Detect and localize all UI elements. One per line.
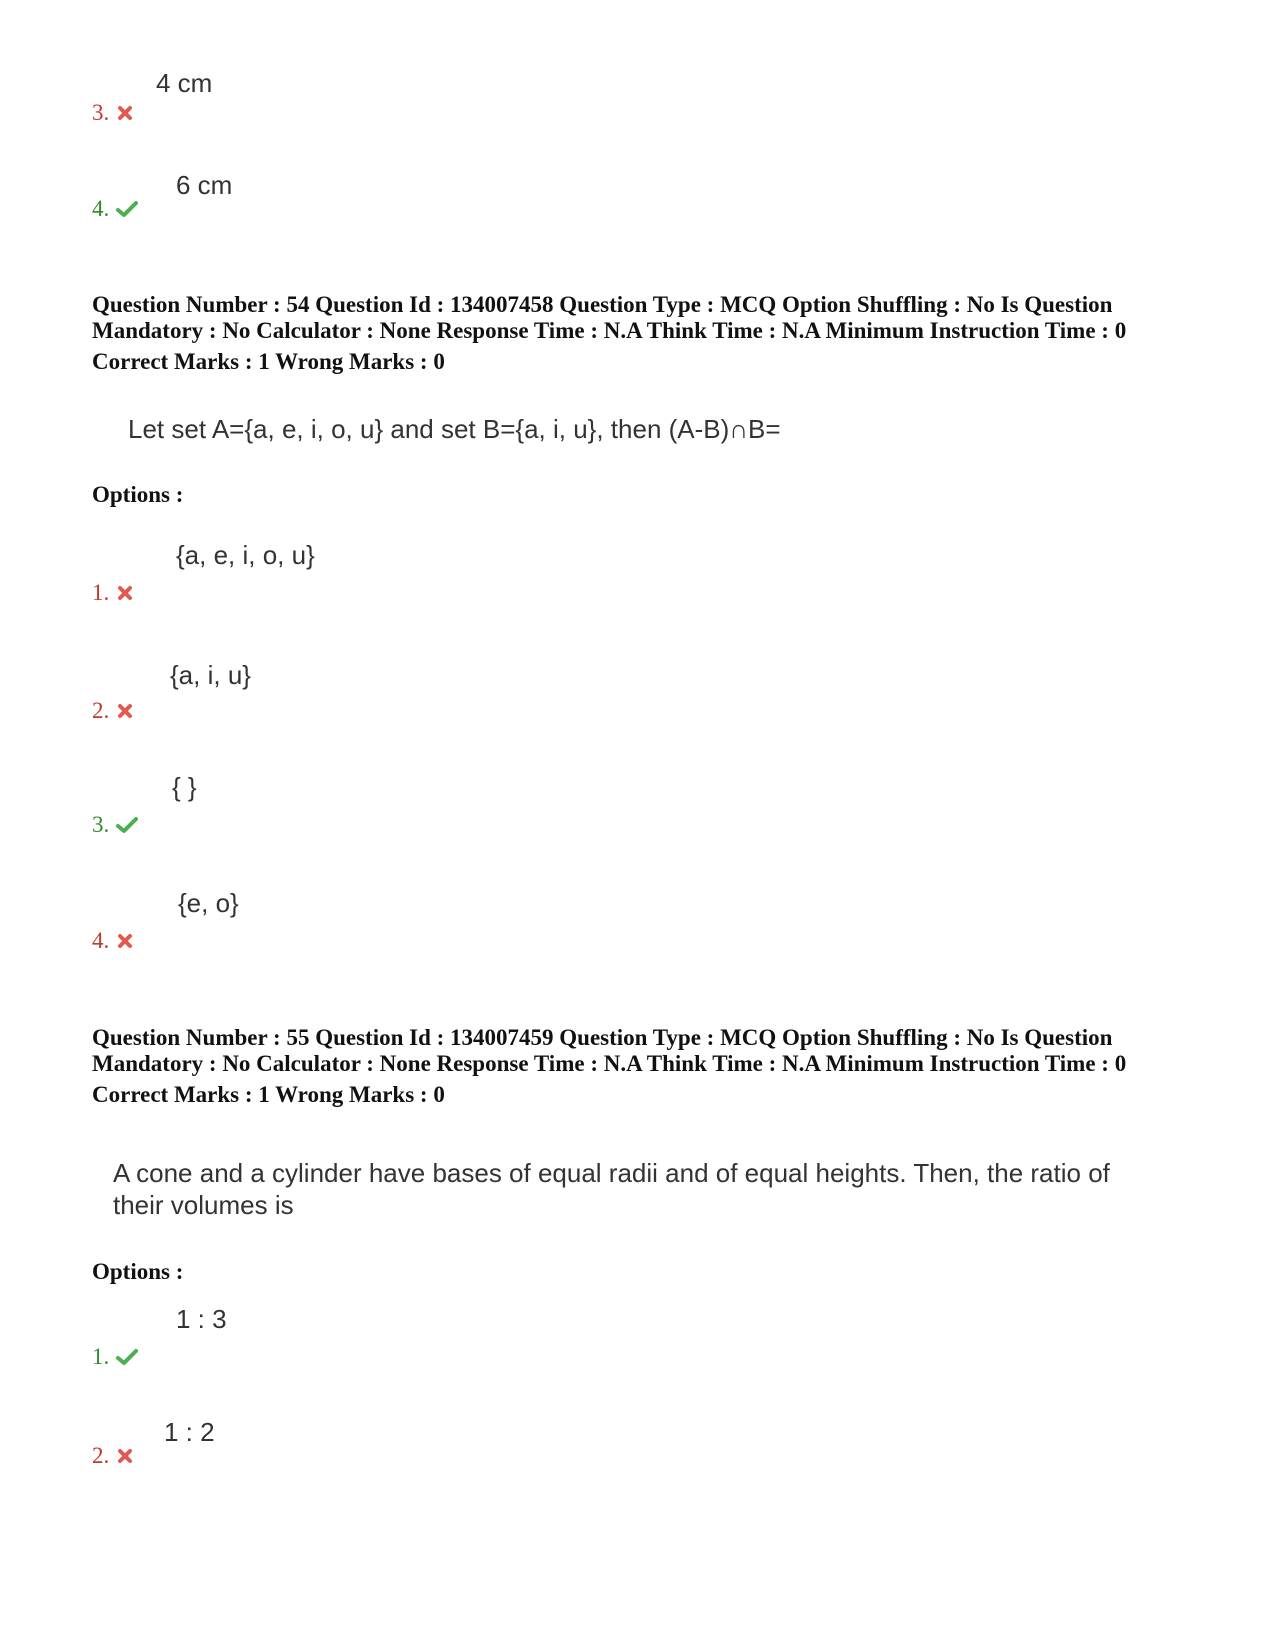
question-meta (92, 292, 1126, 375)
options-label: Options : (92, 1259, 184, 1284)
cross-icon (116, 104, 134, 122)
option-marker (92, 1344, 138, 1370)
question-meta-line: Question Number : 54 Question Id : 134007458 Question Type : MCQ Option Shuffling : No Is Question (92, 292, 1113, 317)
question-text (128, 413, 781, 445)
option-text: { } (172, 772, 197, 802)
options-label: Options : (92, 482, 184, 507)
option-number: 4. (92, 196, 110, 221)
question-text-line: A cone and a cylinder have bases of equal radii and of equal heights. Then, the ratio of (113, 1158, 1110, 1188)
option-marker (92, 698, 134, 724)
question-text-line: Let set A={a, e, i, o, u} and set B={a, i, u}, then (A-B)∩B= (128, 414, 781, 444)
question-meta-line: Mandatory : No Calculator : None Response Time : N.A Think Time : N.A Minimum Instruction Time : 0 (92, 1051, 1127, 1076)
question-text-line: their volumes is (113, 1190, 294, 1220)
cross-icon (116, 932, 134, 950)
option-marker (92, 928, 134, 954)
option-marker (92, 196, 138, 222)
option-text: 4 cm (156, 68, 213, 98)
check-icon (116, 1348, 138, 1366)
option-text: {e, o} (178, 888, 239, 918)
cross-icon (116, 1447, 134, 1465)
question-meta-line: Correct Marks : 1 Wrong Marks : 0 (92, 1082, 445, 1107)
option-text: {a, e, i, o, u} (176, 540, 315, 570)
check-icon (116, 816, 138, 834)
option-marker (92, 580, 134, 606)
option-text: 6 cm (176, 170, 233, 200)
question-meta-line: Correct Marks : 1 Wrong Marks : 0 (92, 349, 445, 374)
option-marker (92, 812, 138, 838)
option-number: 1. (92, 580, 110, 605)
option-number: 2. (92, 698, 110, 723)
question-meta-line: Mandatory : No Calculator : None Response Time : N.A Think Time : N.A Minimum Instruction Time : 0 (92, 318, 1127, 343)
cross-icon (116, 702, 134, 720)
option-number: 3. (92, 812, 110, 837)
question-meta-line: Question Number : 55 Question Id : 134007459 Question Type : MCQ Option Shuffling : No Is Question (92, 1025, 1113, 1050)
question-meta (92, 1025, 1126, 1108)
option-text: 1 : 3 (176, 1304, 227, 1334)
option-text: {a, i, u} (170, 660, 251, 690)
check-icon (116, 200, 138, 218)
option-number: 1. (92, 1344, 110, 1369)
option-number: 4. (92, 928, 110, 953)
option-marker (92, 100, 134, 126)
option-number: 3. (92, 100, 110, 125)
option-text: 1 : 2 (164, 1417, 215, 1447)
question-text (113, 1157, 1110, 1221)
option-marker (92, 1443, 134, 1469)
cross-icon (116, 584, 134, 602)
option-number: 2. (92, 1443, 110, 1468)
